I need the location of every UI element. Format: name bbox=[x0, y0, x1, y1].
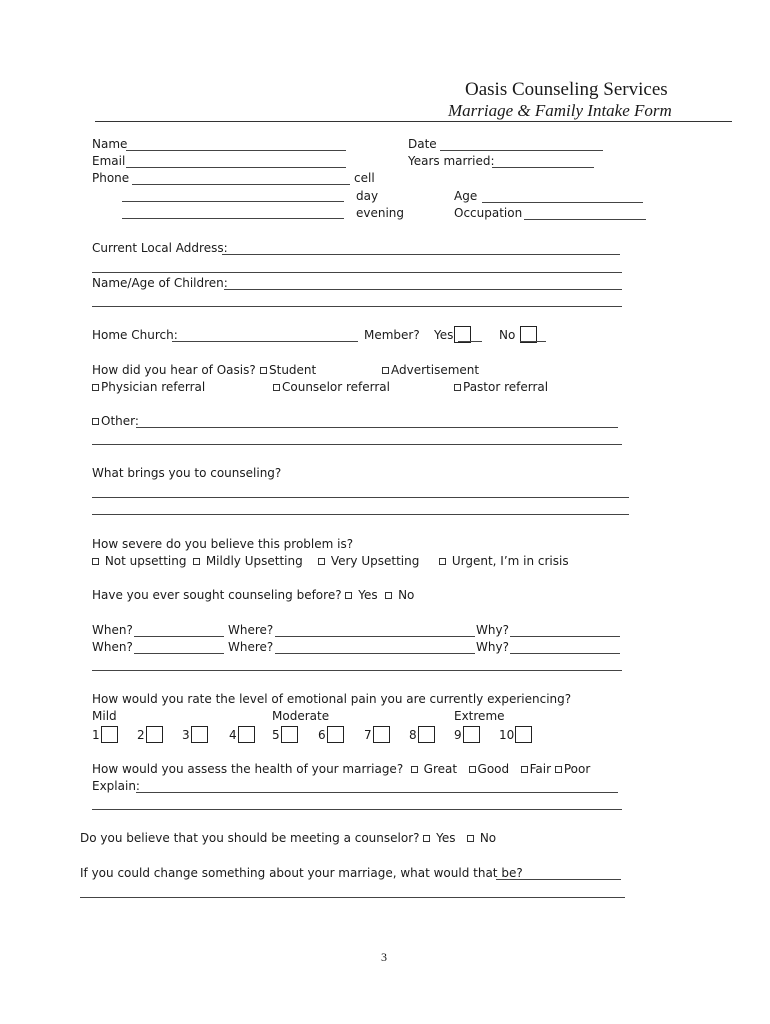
age-field[interactable] bbox=[482, 202, 643, 203]
why-label-1: Why? bbox=[476, 623, 509, 637]
prior-extra-field[interactable] bbox=[92, 670, 622, 671]
pain-moderate-label: Moderate bbox=[272, 709, 330, 723]
health-good-label: Good bbox=[477, 762, 510, 776]
pain-option-3[interactable] bbox=[182, 726, 208, 743]
pain-option-7[interactable] bbox=[364, 726, 390, 743]
scale-checkbox[interactable] bbox=[463, 726, 480, 743]
health-question bbox=[92, 762, 590, 777]
option-label: Physician referral bbox=[101, 380, 206, 394]
header-rule bbox=[95, 121, 732, 122]
where-label-2: Where? bbox=[228, 640, 274, 654]
meeting-yes-label: Yes bbox=[436, 831, 456, 845]
evening-label: evening bbox=[356, 206, 405, 220]
prior-question-text: Have you ever sought counseling before? bbox=[92, 588, 342, 602]
page-number: 3 bbox=[381, 950, 387, 964]
severity-mildly[interactable] bbox=[193, 554, 303, 569]
explain-label: Explain: bbox=[92, 779, 140, 793]
prior-no-checkbox[interactable] bbox=[385, 592, 392, 599]
org-name: Oasis Counseling Services bbox=[465, 79, 668, 100]
pain-option-5[interactable] bbox=[272, 726, 298, 743]
scale-number: 8 bbox=[409, 728, 417, 742]
email-field[interactable] bbox=[126, 167, 346, 168]
option-label: Other: bbox=[101, 414, 139, 428]
prior-yes-checkbox[interactable] bbox=[345, 592, 352, 599]
explain-field-1[interactable] bbox=[136, 792, 618, 793]
children-field-2[interactable] bbox=[92, 306, 622, 307]
phone-cell-field[interactable] bbox=[132, 184, 350, 185]
change-question: If you could change something about your marriage, what would that be? bbox=[80, 866, 523, 880]
name-label: Name bbox=[92, 137, 128, 151]
where-label-1: Where? bbox=[228, 623, 274, 637]
address-field-2[interactable] bbox=[92, 272, 622, 273]
occupation-label: Occupation bbox=[454, 206, 523, 220]
scale-checkbox[interactable] bbox=[101, 726, 118, 743]
option-label: Student bbox=[269, 363, 317, 377]
when-field-2[interactable] bbox=[134, 653, 224, 654]
member-no-label: No bbox=[499, 328, 516, 342]
option-label: Mildly Upsetting bbox=[205, 554, 303, 568]
health-great-label: Great bbox=[423, 762, 458, 776]
change-field-1[interactable] bbox=[496, 879, 621, 880]
date-field[interactable] bbox=[440, 150, 603, 151]
when-field-1[interactable] bbox=[134, 636, 224, 637]
prior-no-label: No bbox=[398, 588, 415, 602]
checkbox[interactable] bbox=[92, 418, 99, 425]
phone-day-field[interactable] bbox=[122, 201, 344, 202]
scale-checkbox[interactable] bbox=[515, 726, 532, 743]
where-field-1[interactable] bbox=[275, 636, 475, 637]
health-fair-checkbox[interactable] bbox=[521, 766, 528, 773]
phone-label: Phone bbox=[92, 171, 130, 185]
scale-checkbox[interactable] bbox=[191, 726, 208, 743]
option-label: Counselor referral bbox=[282, 380, 390, 394]
meeting-no-label: No bbox=[479, 831, 497, 845]
member-yes-label: Yes bbox=[434, 328, 454, 342]
pain-option-8[interactable] bbox=[409, 726, 435, 743]
change-field-2[interactable] bbox=[80, 897, 625, 898]
where-field-2[interactable] bbox=[275, 653, 475, 654]
scale-checkbox[interactable] bbox=[373, 726, 390, 743]
brings-question: What brings you to counseling? bbox=[92, 466, 282, 480]
scale-checkbox[interactable] bbox=[327, 726, 344, 743]
scale-number: 4 bbox=[229, 728, 237, 742]
phone-evening-field[interactable] bbox=[122, 218, 344, 219]
scale-number: 2 bbox=[137, 728, 145, 742]
scale-number: 1 bbox=[92, 728, 100, 742]
prior-question bbox=[92, 588, 414, 603]
scale-number: 9 bbox=[454, 728, 462, 742]
hear-option-counselor[interactable] bbox=[273, 380, 390, 395]
other-field-2[interactable] bbox=[92, 444, 622, 445]
pain-extreme-label: Extreme bbox=[454, 709, 505, 723]
pain-option-2[interactable] bbox=[137, 726, 163, 743]
option-label: Pastor referral bbox=[463, 380, 549, 394]
prior-yes-label: Yes bbox=[358, 588, 378, 602]
checkbox[interactable] bbox=[260, 367, 267, 374]
scale-checkbox[interactable] bbox=[281, 726, 298, 743]
severity-urgent[interactable] bbox=[439, 554, 569, 569]
member-yes-underline bbox=[458, 341, 482, 342]
hear-option-student[interactable] bbox=[260, 363, 316, 378]
age-label: Age bbox=[454, 189, 478, 203]
date-label: Date bbox=[408, 137, 437, 151]
cell-label: cell bbox=[354, 171, 375, 185]
checkbox[interactable] bbox=[193, 558, 200, 565]
hear-option-other[interactable] bbox=[92, 414, 139, 429]
hear-option-physician[interactable] bbox=[92, 380, 205, 395]
pain-option-10[interactable] bbox=[499, 726, 532, 743]
health-good-checkbox[interactable] bbox=[469, 766, 476, 773]
hear-option-advertisement[interactable] bbox=[382, 363, 479, 378]
option-label: Advertisement bbox=[391, 363, 480, 377]
option-label: Very Upsetting bbox=[330, 554, 420, 568]
checkbox[interactable] bbox=[92, 558, 99, 565]
health-question-text: How would you assess the health of your marriage? bbox=[92, 762, 404, 776]
address-label: Current Local Address: bbox=[92, 241, 228, 255]
years-married-label: Years married: bbox=[408, 154, 495, 168]
pain-option-9[interactable] bbox=[454, 726, 480, 743]
years-married-field[interactable] bbox=[492, 167, 594, 168]
pain-mild-label: Mild bbox=[92, 709, 117, 723]
church-field[interactable] bbox=[172, 341, 358, 342]
pain-option-6[interactable] bbox=[318, 726, 344, 743]
option-label: Not upsetting bbox=[104, 554, 187, 568]
scale-number: 3 bbox=[182, 728, 190, 742]
health-fair-label: Fair bbox=[529, 762, 552, 776]
meeting-question-text: Do you believe that you should be meeting a counselor? bbox=[80, 831, 420, 845]
health-great-checkbox[interactable] bbox=[411, 766, 418, 773]
scale-number: 6 bbox=[318, 728, 326, 742]
children-label: Name/Age of Children: bbox=[92, 276, 228, 290]
why-field-2[interactable] bbox=[510, 653, 620, 654]
checkbox[interactable] bbox=[273, 384, 280, 391]
severity-very[interactable] bbox=[318, 554, 419, 569]
name-field[interactable] bbox=[126, 150, 346, 151]
health-poor-checkbox[interactable] bbox=[555, 766, 562, 773]
severity-not-upsetting[interactable] bbox=[92, 554, 187, 569]
pain-question: How would you rate the level of emotional pain you are currently experiencing? bbox=[92, 692, 572, 706]
checkbox[interactable] bbox=[92, 384, 99, 391]
hear-question: How did you hear of Oasis? bbox=[92, 363, 256, 377]
scale-number: 7 bbox=[364, 728, 372, 742]
church-label: Home Church: bbox=[92, 328, 178, 342]
form-title: Marriage & Family Intake Form bbox=[448, 101, 672, 120]
day-label: day bbox=[356, 189, 379, 203]
pain-option-4[interactable] bbox=[229, 726, 255, 743]
member-label: Member? bbox=[364, 328, 420, 342]
occupation-field[interactable] bbox=[524, 219, 646, 220]
children-field-1[interactable] bbox=[224, 289, 622, 290]
scale-number: 5 bbox=[272, 728, 280, 742]
meeting-no-checkbox[interactable] bbox=[467, 835, 474, 842]
other-field-1[interactable] bbox=[136, 427, 618, 428]
checkbox[interactable] bbox=[439, 558, 446, 565]
severity-question: How severe do you believe this problem is? bbox=[92, 537, 354, 551]
email-label: Email bbox=[92, 154, 126, 168]
scale-checkbox[interactable] bbox=[146, 726, 163, 743]
checkbox[interactable] bbox=[454, 384, 461, 391]
member-no-underline bbox=[520, 341, 546, 342]
option-label: Urgent, I’m in crisis bbox=[451, 554, 569, 568]
checkbox[interactable] bbox=[318, 558, 325, 565]
hear-option-pastor[interactable] bbox=[454, 380, 548, 395]
brings-field-2[interactable] bbox=[92, 514, 629, 515]
why-field-1[interactable] bbox=[510, 636, 620, 637]
meeting-question bbox=[80, 831, 496, 846]
health-poor-label: Poor bbox=[563, 762, 591, 776]
scale-number: 10 bbox=[499, 728, 515, 742]
when-label-2: When? bbox=[92, 640, 133, 654]
scale-checkbox[interactable] bbox=[418, 726, 435, 743]
checkbox[interactable] bbox=[382, 367, 389, 374]
address-field-1[interactable] bbox=[222, 254, 620, 255]
meeting-yes-checkbox[interactable] bbox=[423, 835, 430, 842]
when-label-1: When? bbox=[92, 623, 133, 637]
scale-checkbox[interactable] bbox=[238, 726, 255, 743]
brings-field-1[interactable] bbox=[92, 497, 629, 498]
why-label-2: Why? bbox=[476, 640, 509, 654]
pain-option-1[interactable] bbox=[92, 726, 118, 743]
explain-field-2[interactable] bbox=[92, 809, 622, 810]
